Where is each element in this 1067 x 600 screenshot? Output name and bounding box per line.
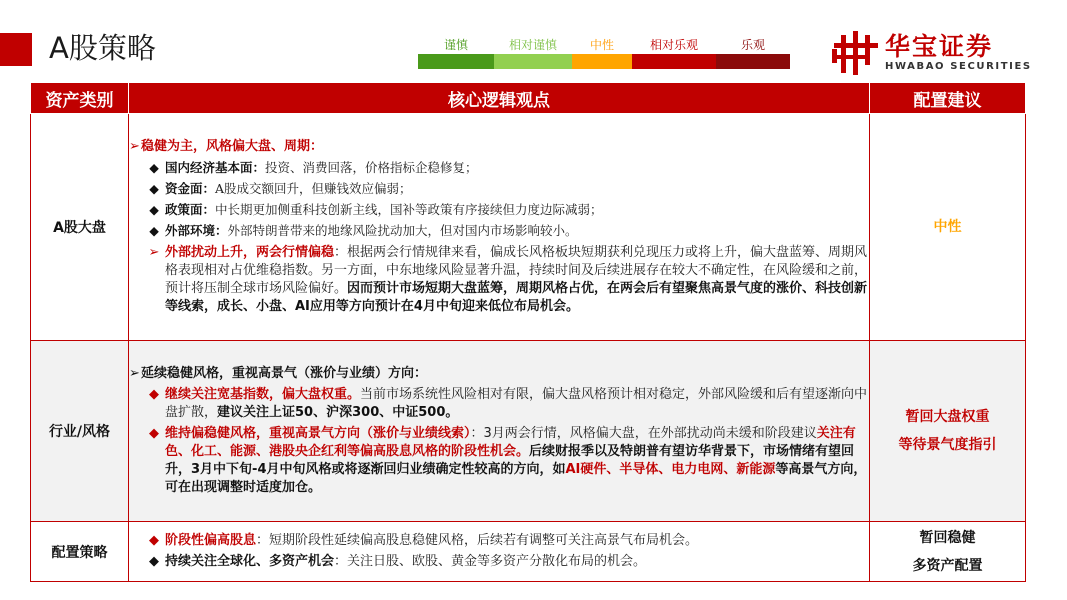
bullet-label: 国内经济基本面： — [165, 160, 266, 175]
row-heading — [129, 138, 869, 156]
bullet-text: ：短期阶段性延续偏高股息稳健风格，后续若有调整可关注高景气布局机会。 — [256, 533, 699, 548]
category-cell: A股大盘 — [31, 114, 129, 341]
list-item — [129, 553, 869, 571]
bullet-label: 维持偏稳健风格，重视高景气方向（涨价与业绩线索） — [165, 426, 471, 441]
bullet-conclusion: 建议关注上证50、沪深300、中证500。 — [217, 405, 459, 420]
table-row-a-share — [31, 114, 1026, 341]
core-logic-cell — [129, 522, 870, 582]
legend-item-neutral — [572, 37, 632, 71]
legend-label: 中性 — [589, 38, 614, 52]
bullet-label: 继续关注宽基指数，偏大盘权重。 — [165, 387, 361, 402]
list-item — [129, 222, 869, 240]
category-cell: 配置策略 — [31, 522, 129, 582]
logo-english-name: HWABAO SECURITIES — [885, 61, 1032, 72]
legend-color-bar — [716, 54, 790, 69]
legend-color-bar — [494, 54, 572, 69]
table-header-row — [31, 83, 1026, 114]
legend-item-relatively-cautious — [494, 37, 572, 71]
legend-item-optimistic — [716, 37, 790, 71]
arrow-bullet-icon: ➢ — [129, 139, 140, 154]
strategy-table — [30, 82, 1026, 582]
sub-heading: 外部扰动上升，两会行情偏稳 — [165, 245, 335, 260]
arrow-bullet-icon: ➢ — [148, 245, 160, 260]
core-logic-cell — [129, 341, 870, 522]
bullet-highlight: 关注有色、化工、能源、港股央企红利等偏高股息风格的阶段性机会。 — [165, 426, 856, 459]
header-allocation: 配置建议 — [870, 83, 1026, 114]
legend-label: 谨慎 — [443, 38, 468, 52]
list-item — [129, 201, 869, 219]
hwabao-emblem-icon — [832, 31, 880, 75]
bullet-text: ：3月两会行情，风格偏大盘，在外部扰动尚未缓和阶段建议 — [470, 426, 817, 441]
legend-color-bar — [632, 54, 716, 69]
heading-text: 延续稳健风格，重视高景气（涨价与业绩）方向： — [141, 366, 428, 381]
list-item — [129, 159, 869, 177]
legend-label: 相对谨慎 — [508, 38, 557, 52]
page-title: A股策略 — [49, 31, 156, 65]
recommendation-cell — [870, 114, 1026, 341]
bullet-text: 当前市场系统性风险相对有限，偏大盘风格预计相对稳定，外部风险缓和后有望逐渐向中盘扩散， — [165, 387, 868, 420]
bullet-label: 阶段性偏高股息 — [165, 533, 257, 548]
bullet-text: ：关注日股、欧股、黄金等多资产分散化布局的机会。 — [334, 554, 647, 569]
bullet-text: 外部特朗普带来的地缘风险扰动加大，但对国内市场影响较小。 — [227, 223, 578, 238]
legend-item-cautious — [418, 37, 494, 71]
sub-text: ：根据两会行情规律来看，偏成长风格板块短期获利兑现压力或将上升，偏大盘蓝筹、周期风格表现相对占优维稳指数。另一方面，中东地缘风险显著升温，持续时间及后续进展存在较大不确定性，在风险缓和之前，预计将压制全球市场风险偏好。 — [165, 245, 868, 296]
diamond-bullet-icon: ◆ — [149, 223, 159, 238]
list-item — [129, 386, 869, 422]
legend-label: 乐观 — [740, 38, 765, 52]
diamond-bullet-icon: ◆ — [149, 160, 159, 175]
recommendation-text: 暂回稳健 — [919, 529, 976, 546]
bullet-conclusion-end: 等高景气方向，可在出现调整时适度加仓。 — [165, 462, 867, 495]
core-logic-cell — [129, 114, 870, 341]
recommendation-cell — [870, 522, 1026, 582]
diamond-bullet-icon: ◆ — [149, 181, 159, 196]
header-asset-class: 资产类别 — [31, 83, 129, 114]
table-row-industry-style — [31, 341, 1026, 522]
recommendation-cell — [870, 341, 1026, 522]
sub-conclusion: 因而预计市场短期大盘蓝筹，周期风格占优，在两会后有望聚焦高景气度的涨价、科技创新等线索，成长、小盘、AI应用等方向预计在4月中旬迎来低位布局机会。 — [165, 281, 868, 314]
list-item — [129, 244, 869, 316]
bullet-label: 政策面： — [165, 202, 216, 217]
legend-label: 相对乐观 — [649, 38, 698, 52]
list-item — [129, 180, 869, 198]
bullet-sectors: AI硬件、半导体、电力电网、新能源 — [565, 462, 776, 477]
diamond-bullet-icon: ◆ — [149, 533, 159, 548]
company-logo — [832, 31, 1032, 75]
bullet-text: 投资、消费回落，价格指标企稳修复； — [265, 160, 478, 175]
bullet-label: 持续关注全球化、多资产机会 — [165, 554, 335, 569]
bullet-conclusion: 后续财报季以及特朗普有望访华背景下，市场情绪有望回升，3月中下旬-4月中旬风格或将逐渐回归业绩确定性较高的方向，如 — [165, 444, 855, 477]
arrow-bullet-icon: ➢ — [129, 366, 140, 381]
list-item — [129, 532, 869, 550]
recommendation-text: 暂回大盘权重 — [905, 409, 990, 425]
recommendation-text: 等待景气度指引 — [898, 437, 997, 453]
title-accent-bar — [0, 33, 32, 66]
sentiment-legend — [418, 37, 790, 71]
legend-color-bar — [418, 54, 494, 69]
heading-text: 稳健为主，风格偏大盘、周期： — [141, 139, 324, 154]
category-cell: 行业/风格 — [31, 341, 129, 522]
diamond-bullet-icon: ◆ — [149, 202, 159, 217]
table-row-allocation — [31, 522, 1026, 582]
diamond-bullet-icon: ◆ — [149, 426, 159, 441]
bullet-label: 资金面： — [165, 181, 216, 196]
header-core-logic: 核心逻辑观点 — [129, 83, 870, 114]
diamond-bullet-icon: ◆ — [149, 387, 159, 402]
logo-chinese-name: 华宝证券 — [885, 32, 994, 61]
diamond-bullet-icon: ◆ — [149, 554, 159, 569]
recommendation-text: 多资产配置 — [912, 557, 983, 574]
list-item — [129, 425, 869, 497]
legend-color-bar — [572, 54, 632, 69]
bullet-text: 中长期更加侧重科技创新主线，国补等政策有序接续但力度边际减弱； — [215, 202, 603, 217]
bullet-label: 外部环境： — [165, 223, 228, 238]
recommendation-text: 中性 — [933, 219, 962, 235]
legend-item-relatively-optimistic — [632, 37, 716, 71]
bullet-text: A股成交额回升，但赚钱效应偏弱； — [215, 181, 412, 196]
row-heading — [129, 365, 869, 383]
